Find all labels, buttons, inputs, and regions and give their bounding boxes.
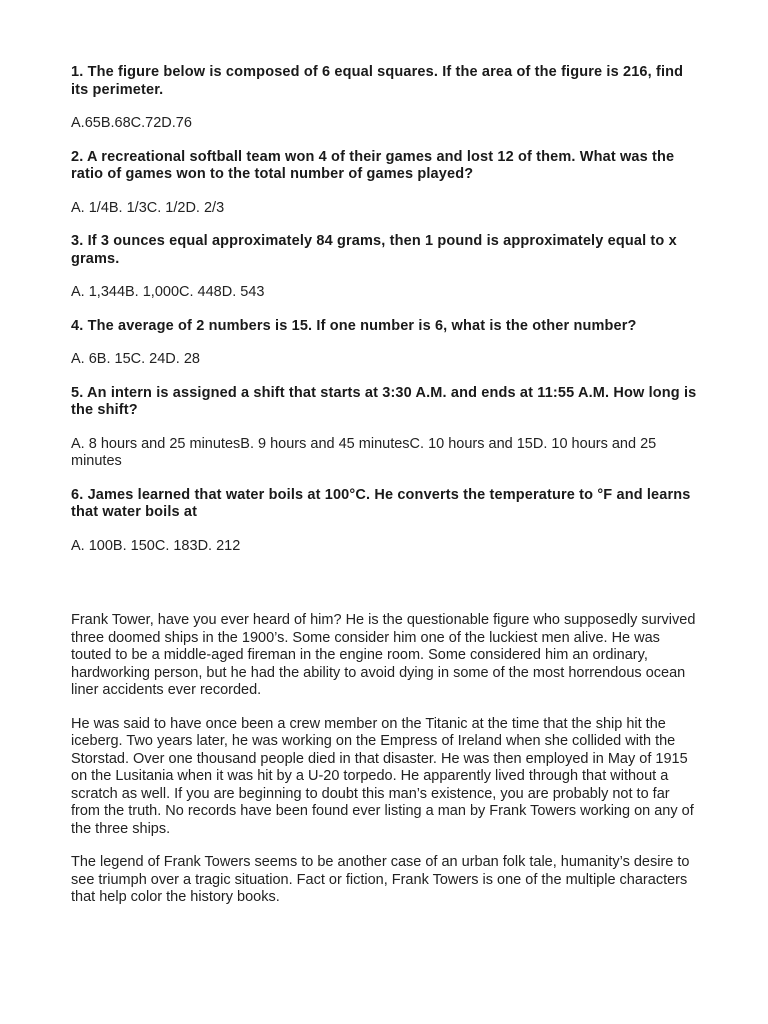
answers-6: A. 100B. 150C. 183D. 212 <box>71 537 241 554</box>
reading-passage <box>71 612 701 923</box>
question-4: 4. The average of 2 numbers is 15. If one number is 6, what is the other number? <box>71 317 637 334</box>
question-2: 2. A recreational softball team won 4 of their games and lost 12 of them. What was the ratio of games won to the total number of games played? <box>71 148 675 182</box>
question-list <box>71 64 701 555</box>
question-1: 1. The figure below is composed of 6 equal squares. If the area of the figure is 216, find its perimeter. <box>71 64 684 98</box>
answers-3: A. 1,344B. 1,000C. 448D. 543 <box>71 284 265 300</box>
passage-paragraph-3: The legend of Frank Towers seems to be another case of an urban folk tale, humanity’s desire to see triumph over a tragic situation. Fact or fiction, Frank Towers is one of the multiple characters that help color the history books. <box>71 854 690 905</box>
passage-paragraph-1: Frank Tower, have you ever heard of him? He is the questionable figure who supposedly survived three doomed ships in the 1900’s. Some consider him one of the luckiest men alive. He was touted to be a middle-aged fireman in the engine room. Some considered him an ordinary, hardworking person, but he had the ability to avoid dying in some of the most horrendous ocean liner accidents ever recorded. <box>71 612 696 698</box>
answers-2: A. 1/4B. 1/3C. 1/2D. 2/3 <box>71 199 225 216</box>
answers-5: A. 8 hours and 25 minutesB. 9 hours and 45 minutesC. 10 hours and 15D. 10 hours and 25 minutes <box>71 435 657 469</box>
answers-1: A.65B.68C.72D.76 <box>71 115 192 131</box>
question-5: 5. An intern is assigned a shift that starts at 3:30 A.M. and ends at 11:55 A.M. How long is the shift? <box>71 384 697 418</box>
question-3: 3. If 3 ounces equal approximately 84 grams, then 1 pound is approximately equal to x grams. <box>71 233 677 267</box>
question-6: 6. James learned that water boils at 100°C. He converts the temperature to °F and learns that water boils at <box>71 486 691 520</box>
passage-paragraph-2: He was said to have once been a crew member on the Titanic at the time that the ship hit the iceberg. Two years later, he was working on the Empress of Ireland when she collided with the Storstad. Over one thousand people died in that disaster. He was then employed in May of 1915 on the Lusitania when it was hit by a U-20 torpedo. He apparently lived through that without a scratch as well. If you are beginning to doubt this man’s existence, you are probably not to far from the truth. No records have been found ever listing a man by Frank Towers working on any of the three ships. <box>71 715 694 837</box>
answers-4: A. 6B. 15C. 24D. 28 <box>71 351 200 367</box>
